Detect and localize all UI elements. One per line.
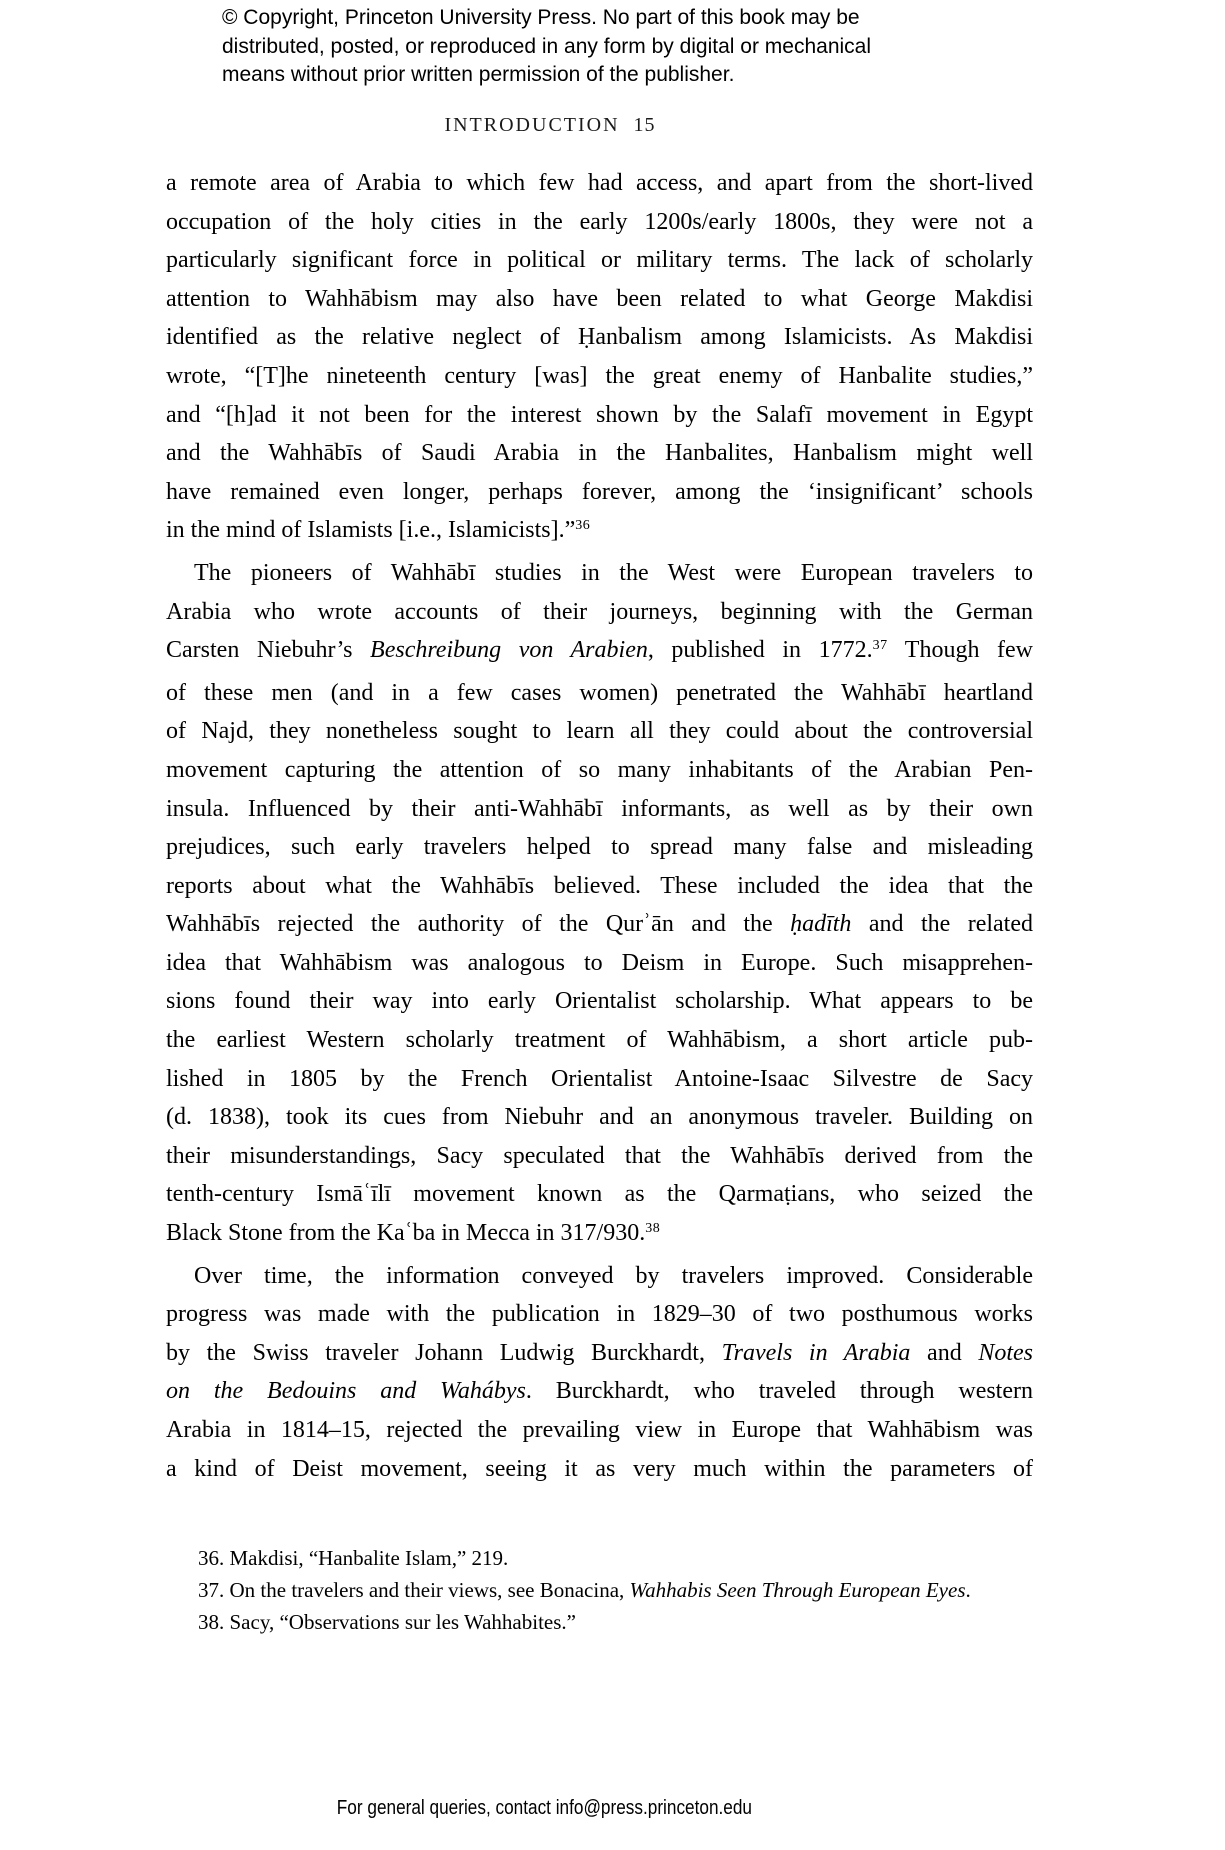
footnote: 36. Makdisi, “Hanbalite Islam,” 219. <box>198 1546 509 1570</box>
italic-title: Wahhabis Seen Through European Eyes <box>629 1578 966 1602</box>
footer-contact-text: For general queries, contact info@press.princeton.edu <box>336 1797 752 1819</box>
page-footer <box>0 1796 1088 1820</box>
italic-title: Travels in Arabia <box>721 1339 911 1366</box>
running-head <box>0 113 1100 137</box>
text-line: sions found their way into early Orientalist scholarship. What appears to be <box>166 988 1033 1015</box>
text-line: Carsten Niebuhr’s Beschreibung von Arabien, published in 1772.37 Though few <box>166 637 1034 664</box>
text-line: a remote area of Arabia to which few had access, and apart from the short-lived <box>166 170 1033 196</box>
text-line: movement capturing the attention of so many inhabitants of the Arabian Pen- <box>166 756 1033 783</box>
text-line: by the Swiss traveler Johann Ludwig Burckhardt, Travels in Arabia and Notes <box>166 1339 1034 1366</box>
text-line: and the Wahhābīs of Saudi Arabia in the Hanbalites, Hanbalism might well <box>166 440 1033 467</box>
copyright-line: © Copyright, Princeton University Press. No part of this book may be <box>222 6 860 29</box>
footnote-ref: 38 <box>645 1221 661 1237</box>
text-line: the earliest Western scholarly treatment of Wahhābism, a short article pub- <box>166 1027 1033 1054</box>
text-line: a kind of Deist movement, seeing it as very much within the parameters of <box>166 1455 1033 1482</box>
text-line: of these men (and in a few cases women) penetrated the Wahhābī heartland <box>166 679 1033 706</box>
text-line: progress was made with the publication in 1829–30 of two posthumous works <box>166 1301 1033 1328</box>
text-line: Black Stone from the Kaʿba in Mecca in 317/930.38 <box>166 1220 661 1247</box>
text-line: identified as the relative neglect of Ḥanbalism among Islamicists. As Makdisi <box>166 324 1033 351</box>
text-line: occupation of the holy cities in the early 1200s/early 1800s, they were not a <box>166 208 1033 235</box>
text-line: The pioneers of Wahhābī studies in the West were European travelers to <box>194 559 1033 586</box>
text-line: particularly significant force in political or military terms. The lack of scholarly <box>166 247 1033 274</box>
copyright-line: distributed, posted, or reproduced in any form by digital or mechanical <box>222 34 872 58</box>
text-line: reports about what the Wahhābīs believed. These included the idea that the <box>166 872 1033 899</box>
text-line: wrote, “[T]he nineteenth century [was] the great enemy of Hanbalite studies,” <box>166 362 1033 389</box>
text-line: idea that Wahhābism was analogous to Deism in Europe. Such misapprehen- <box>166 949 1033 976</box>
text-line: lished in 1805 by the French Orientalist Antoine-Isaac Silvestre de Sacy <box>166 1065 1033 1092</box>
italic-title: Notes <box>978 1339 1034 1366</box>
italic-title: Beschreibung von Arabien <box>370 637 648 664</box>
text-line: Over time, the information conveyed by travelers improved. Considerable <box>194 1262 1033 1289</box>
footnote-ref: 36 <box>575 518 591 534</box>
text-line: and “[h]ad it not been for the interest shown by the Salafī movement in Egypt <box>166 401 1033 428</box>
text-line: tenth-century Ismāʿīlī movement known as the Qarmaṭians, who seized the <box>166 1181 1033 1208</box>
footnote-ref: 37 <box>872 638 888 654</box>
footnote: 37. On the travelers and their views, see Bonacina, Wahhabis Seen Through European Eyes. <box>198 1578 971 1602</box>
text-line: of Najd, they nonetheless sought to learn all they could about the controversial <box>166 718 1033 745</box>
copyright-notice <box>222 4 871 90</box>
copyright-line: means without prior written permission of the publisher. <box>222 63 735 86</box>
text-line: Wahhābīs rejected the authority of the Qurʾān and the ḥadīth and the related <box>166 911 1033 938</box>
italic-title: ḥadīth <box>790 911 852 938</box>
running-head-title: INTRODUCTION <box>444 114 620 136</box>
text-line: in the mind of Islamists [i.e., Islamicists].”$^{36}$ <box>166 517 591 544</box>
footnotes <box>166 1542 1076 1638</box>
footnote: 38. Sacy, “Observations sur les Wahhabites.” <box>198 1610 576 1634</box>
text-line: their misunderstandings, Sacy speculated that the Wahhābīs derived from the <box>166 1142 1033 1169</box>
text-line: have remained even longer, perhaps forever, among the ‘insignificant’ schools <box>166 478 1033 505</box>
body-text <box>166 164 1033 1488</box>
text-line: attention to Wahhābism may also have been related to what George Makdisi <box>166 285 1033 312</box>
text-line: prejudices, such early travelers helped to spread many false and misleading <box>166 834 1033 861</box>
text-line: insula. Influenced by their anti-Wahhābī informants, as well as by their own <box>166 795 1033 822</box>
italic-title: on the Bedouins and Wahábys <box>166 1378 526 1405</box>
text-line: (d. 1838), took its cues from Niebuhr and an anonymous traveler. Building on <box>166 1104 1033 1131</box>
text-line: on the Bedouins and Wahábys. Burckhardt, who traveled through western <box>166 1378 1033 1405</box>
text-line: Arabia in 1814–15, rejected the prevailing view in Europe that Wahhābism was <box>166 1417 1033 1443</box>
text-line: Arabia who wrote accounts of their journeys, beginning with the German <box>166 598 1033 625</box>
page-number: 15 <box>633 114 656 136</box>
